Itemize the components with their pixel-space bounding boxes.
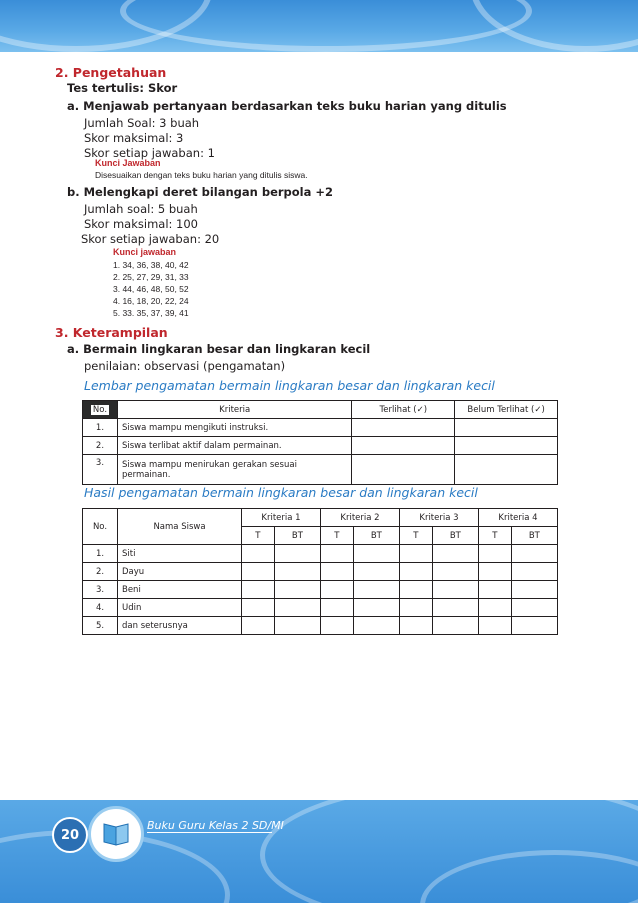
bt-header: BT (432, 527, 478, 545)
footer-divider (147, 832, 272, 833)
score-cell[interactable] (399, 599, 432, 617)
table-row (83, 545, 558, 563)
score-cell[interactable] (242, 563, 275, 581)
bt-header: BT (511, 527, 557, 545)
check-cell[interactable] (352, 455, 455, 485)
page-number: 20 (52, 817, 88, 853)
answer-key-label: Kunci jawaban (113, 247, 177, 257)
score-cell[interactable] (511, 563, 557, 581)
table-row (83, 599, 558, 617)
decorative-wave (120, 0, 532, 52)
row-criteria-line: permainan. (121, 469, 171, 480)
student-name: Udin (118, 599, 242, 617)
section3a-title: a. Bermain lingkaran besar dan lingkaran kecil (67, 342, 371, 356)
criteria-header: Kriteria 1 (242, 509, 321, 527)
t-header: T (242, 527, 275, 545)
row-criteria: Siswa mampu mengikuti instruksi. (117, 419, 351, 437)
t-header: T (399, 527, 432, 545)
score-cell[interactable] (274, 545, 320, 563)
score-cell[interactable] (353, 599, 399, 617)
table-row (83, 581, 558, 599)
answer-item: 2. 25, 27, 29, 31, 33 (113, 272, 189, 282)
score-cell[interactable] (353, 617, 399, 635)
table-row (83, 455, 558, 485)
table-row (83, 419, 558, 437)
score-cell[interactable] (511, 581, 557, 599)
row-criteria-line: Siswa mampu menirukan gerakan sesuai (121, 459, 297, 470)
row-number: 4. (83, 599, 118, 617)
answer-key-label: Kunci Jawaban (95, 158, 161, 168)
table-row (83, 437, 558, 455)
t-header: T (320, 527, 353, 545)
score-cell[interactable] (353, 545, 399, 563)
section2b-line: Skor setiap jawaban: 20 (81, 232, 220, 246)
score-cell[interactable] (399, 545, 432, 563)
score-cell[interactable] (242, 581, 275, 599)
table-header-cell: No. (83, 509, 118, 545)
row-criteria: Siswa terlibat aktif dalam permainan. (117, 437, 351, 455)
score-cell[interactable] (478, 545, 511, 563)
row-number: 3. (83, 455, 118, 485)
results-table (82, 508, 558, 635)
score-cell[interactable] (399, 563, 432, 581)
table-row (83, 563, 558, 581)
score-cell[interactable] (432, 545, 478, 563)
answer-item: 5. 33. 35, 37, 39, 41 (113, 308, 189, 318)
table-header-cell: Terlihat (✓) (352, 401, 455, 419)
score-cell[interactable] (274, 599, 320, 617)
student-name: dan seterusnya (118, 617, 242, 635)
score-cell[interactable] (274, 581, 320, 599)
table-header-cell: Kriteria (117, 401, 351, 419)
score-cell[interactable] (320, 617, 353, 635)
answer-item: 4. 16, 18, 20, 22, 24 (113, 296, 189, 306)
score-cell[interactable] (432, 581, 478, 599)
section2-subtitle: Tes tertulis: Skor (67, 81, 178, 95)
score-cell[interactable] (320, 599, 353, 617)
table-header-row (83, 401, 558, 419)
score-cell[interactable] (399, 617, 432, 635)
score-cell[interactable] (274, 563, 320, 581)
decorative-wave (470, 0, 638, 52)
section3-title: 3. Keterampilan (55, 325, 168, 340)
student-name: Dayu (118, 563, 242, 581)
table1-title: Lembar pengamatan bermain lingkaran besar dan lingkaran kecil (84, 378, 495, 393)
assessment-method: penilaian: observasi (pengamatan) (84, 359, 286, 373)
check-cell[interactable] (352, 437, 455, 455)
section2b-line: Skor maksimal: 100 (84, 217, 198, 231)
table-header-cell: Belum Terlihat (✓) (455, 401, 558, 419)
score-cell[interactable] (242, 617, 275, 635)
table-header-row (83, 509, 558, 527)
section2-title: 2. Pengetahuan (55, 65, 167, 80)
section2a-line: Jumlah Soal: 3 buah (84, 116, 200, 130)
score-cell[interactable] (242, 545, 275, 563)
row-number: 1. (83, 419, 118, 437)
open-book-icon (88, 806, 144, 862)
check-cell[interactable] (455, 437, 558, 455)
check-cell[interactable] (455, 455, 558, 485)
check-cell[interactable] (455, 419, 558, 437)
answer-item: 1. 34, 36, 38, 40, 42 (113, 260, 189, 270)
criteria-header: Kriteria 2 (320, 509, 399, 527)
criteria-header: Kriteria 3 (399, 509, 478, 527)
score-cell[interactable] (511, 599, 557, 617)
score-cell[interactable] (432, 563, 478, 581)
table2-title: Hasil pengamatan bermain lingkaran besar dan lingkaran kecil (84, 485, 478, 500)
t-header: T (478, 527, 511, 545)
student-name: Siti (118, 545, 242, 563)
open-book-icon (101, 822, 131, 846)
score-cell[interactable] (242, 599, 275, 617)
check-cell[interactable] (352, 419, 455, 437)
score-cell[interactable] (478, 581, 511, 599)
row-number: 5. (83, 617, 118, 635)
score-cell[interactable] (432, 617, 478, 635)
table-row (83, 617, 558, 635)
answer-key-text: Disesuaikan dengan teks buku harian yang ditulis siswa. (95, 170, 308, 180)
section2b-title: b. Melengkapi deret bilangan berpola +2 (67, 185, 334, 199)
score-cell[interactable] (478, 599, 511, 617)
score-cell[interactable] (511, 617, 557, 635)
section2b-line: Jumlah soal: 5 buah (84, 202, 198, 216)
row-number: 2. (83, 437, 118, 455)
table-header-cell: No. (83, 401, 118, 419)
score-cell[interactable] (353, 563, 399, 581)
score-cell[interactable] (511, 545, 557, 563)
section2a-line: Skor maksimal: 3 (84, 131, 184, 145)
row-number: 1. (83, 545, 118, 563)
score-cell[interactable] (399, 581, 432, 599)
score-cell[interactable] (478, 617, 511, 635)
score-cell[interactable] (320, 563, 353, 581)
bt-header: BT (353, 527, 399, 545)
bt-header: BT (274, 527, 320, 545)
header-banner (0, 0, 638, 52)
row-number: 2. (83, 563, 118, 581)
score-cell[interactable] (478, 563, 511, 581)
section2a-title: a. Menjawab pertanyaan berdasarkan teks buku harian yang ditulis (67, 99, 507, 113)
score-cell[interactable] (320, 581, 353, 599)
book-title: Buku Guru Kelas 2 SD/MI (147, 819, 284, 832)
score-cell[interactable] (432, 599, 478, 617)
row-number: 3. (83, 581, 118, 599)
table-header-cell: Nama Siswa (118, 509, 242, 545)
student-name: Beni (118, 581, 242, 599)
score-cell[interactable] (274, 617, 320, 635)
criteria-header: Kriteria 4 (478, 509, 557, 527)
section2a-line: Skor setiap jawaban: 1 (84, 146, 215, 160)
score-cell[interactable] (353, 581, 399, 599)
score-cell[interactable] (320, 545, 353, 563)
row-criteria (117, 455, 351, 485)
answer-item: 3. 44, 46, 48, 50, 52 (113, 284, 189, 294)
observation-table (82, 400, 558, 485)
